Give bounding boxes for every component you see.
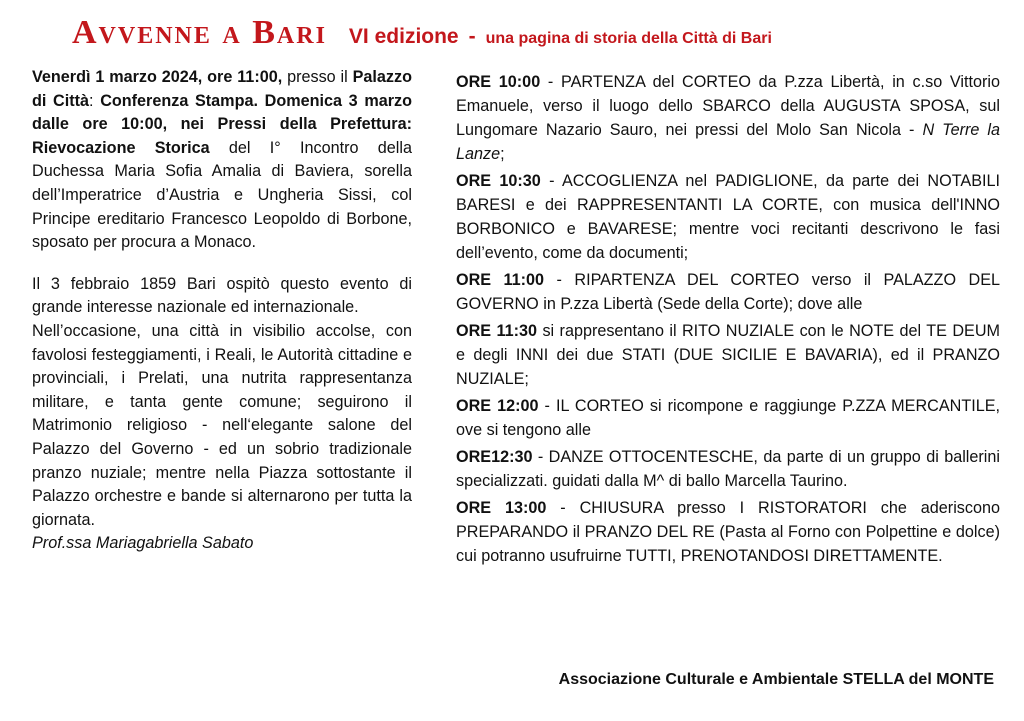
program-time: ORE 13:00 [456, 499, 547, 517]
program-text: - PARTENZA del CORTEO da P.zza Libertà, in c.so Vittorio Emanuele, verso il luogo dello SBARCO della AUGUSTA SPOSA, sul Lungomare Nazario Sauro, nei pressi del Molo San Nicola - [456, 73, 1000, 139]
program-time: ORE 11:30 [456, 322, 538, 340]
header [72, 14, 772, 52]
program-time: ORE 10:00 [456, 73, 541, 91]
program-time: ORE 12:00 [456, 397, 539, 415]
intro-text-3: del I° Incontro della Duchessa Maria Sofia Amalia di Baviera, sorella dell’Imperatrice d’Austria e Ungheria Sissi, col Principe ereditario Francesco Leopoldo di Borbone, sposato per procura a Monaco. [32, 138, 412, 252]
program-text: si rappresentano il RITO NUZIALE con le NOTE del TE DEUM e degli INNI dei due STATI (DUE SICILIE E BAVARIA), ed il PRANZO NUZIALE; [456, 322, 1000, 388]
history-paragraph-1: Il 3 febbraio 1859 Bari ospitò questo evento di grande interesse nazionale ed internazionale. [32, 274, 412, 317]
program-item [456, 268, 1000, 316]
program-text: - CHIUSURA presso I RISTORATORI che aderiscono PREPARANDO il PRANZO DEL RE (Pasta al Forno con Polpettine e dolce) cui potranno usufruirne TUTTI, PRENOTANDOSI DIRETTAMENTE. [456, 499, 1000, 565]
intro-text-2: : [89, 91, 101, 110]
program-time: ORE 11:00 [456, 271, 545, 289]
intro-text-1: presso il [282, 68, 353, 86]
intro-date-1: Venerdì 1 marzo 2024, ore 11:00, [32, 68, 283, 86]
program-item [456, 496, 1000, 568]
footer-organization: Associazione Culturale e Ambientale STELLA del MONTE [558, 671, 994, 688]
intro-paragraph [32, 66, 412, 255]
program-tail: ; [500, 145, 505, 163]
program-item [456, 70, 1000, 166]
program-item [456, 394, 1000, 442]
history-paragraph-2: Nell’occasione, una città in visibilio accolse, con favolosi festeggiamenti, i Reali, le Autorità cittadine e provinciali, i Prelati, una nutrita rappresentanza militare, e tanta gente comune; seguirono il Matrimonio religioso - nell‘elegante salone del Palazzo del Governo - ed un sobrio tradizionale pranzo nuziale; mentre nella Piazza sottostante il Palazzo orchestre e bande si alternarono per tutta la giornata. [32, 321, 412, 529]
subtitle-tagline: una pagina di storia della Città di Bari [485, 30, 772, 47]
program-column [456, 70, 1000, 571]
program-time: ORE12:30 [456, 448, 533, 466]
page-title: Avvenne a Bari [72, 14, 327, 51]
subtitle-separator: - [468, 25, 476, 48]
page-subtitle [349, 25, 772, 49]
program-italic-text: N Terre la Lanze [456, 121, 1000, 163]
intro-press-conference: Conferenza Stampa. [100, 91, 258, 110]
paragraph-gap [32, 255, 412, 273]
edition-label: VI edizione [348, 25, 459, 48]
program-text: - DANZE OTTOCENTESCHE, da parte di un gruppo di ballerini specializzati. guidati dalla M^ di ballo Marcella Taurino. [456, 448, 1000, 490]
intro-date-2: Domenica 3 marzo dalle ore 10:00, nei Pressi della Prefettura: Rievocazione Storica [32, 91, 413, 157]
program-item [456, 445, 1000, 493]
program-time: ORE 10:30 [456, 172, 541, 190]
program-item [456, 319, 1000, 391]
author-signature: Prof.ssa Mariagabriella Sabato [32, 534, 254, 553]
program-text: - IL CORTEO si ricompone e raggiunge P.ZZA MERCANTILE, ove si tengono alle [456, 397, 1000, 439]
intro-venue: Palazzo di Città [32, 68, 412, 110]
program-text: - RIPARTENZA DEL CORTEO verso il PALAZZO DEL GOVERNO in P.zza Libertà (Sede della Corte); dove alle [456, 271, 1000, 313]
program-item [456, 169, 1000, 265]
program-text: - ACCOGLIENZA nel PADIGLIONE, da parte dei NOTABILI BARESI e dei RAPPRESENTANTI LA CORTE, con musica dell'INNO BORBONICO e BAVARESE; mentre voci recitanti descrivono le fasi dell’evento, come da documenti; [456, 172, 1000, 262]
left-column [32, 66, 412, 556]
